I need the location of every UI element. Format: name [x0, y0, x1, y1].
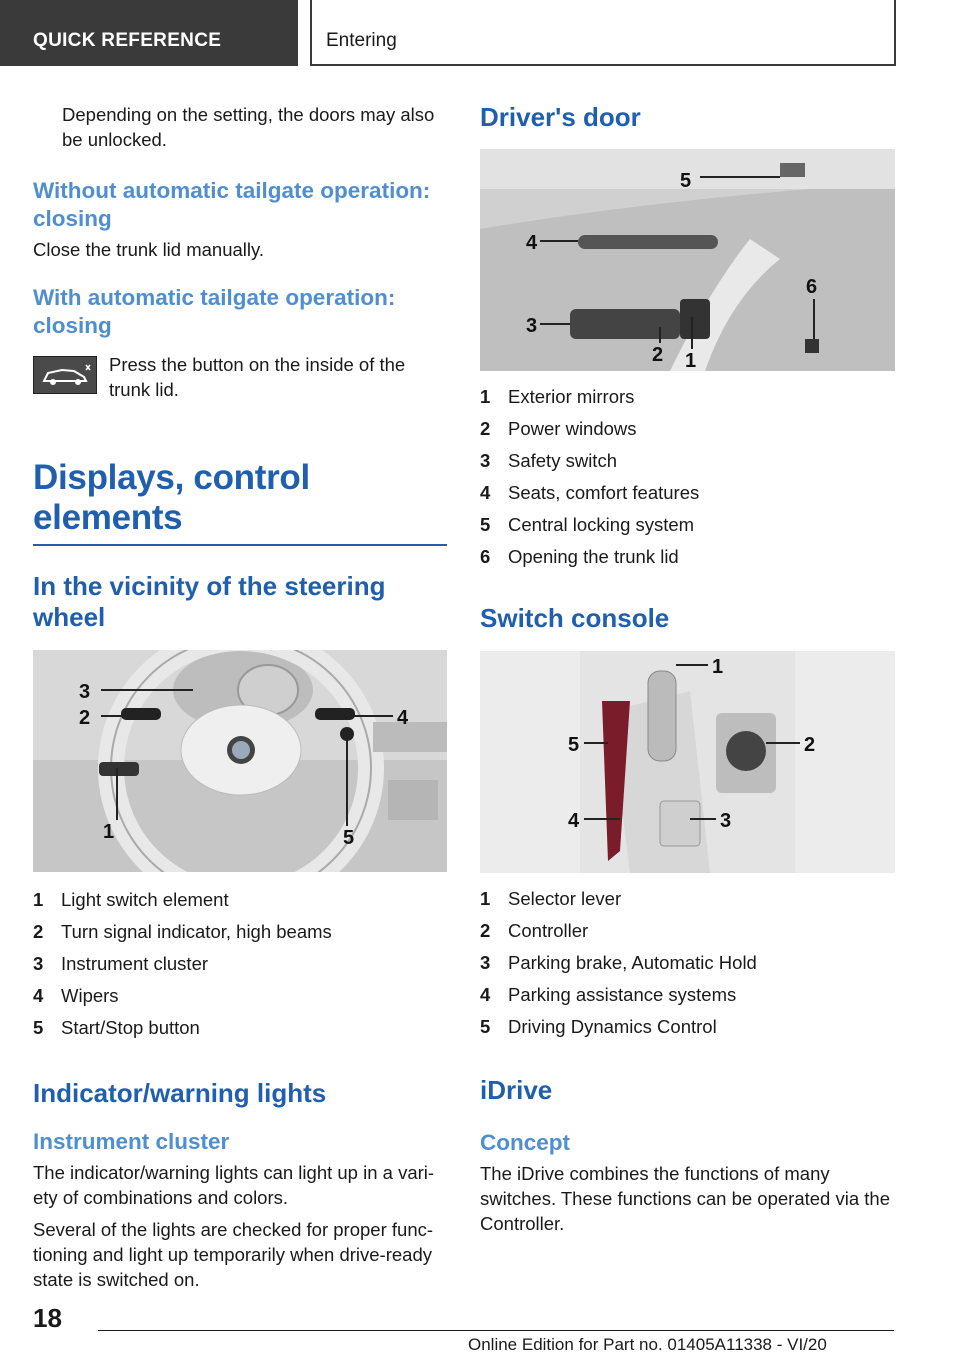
- list-item: 6 Opening the trunk lid: [480, 546, 679, 567]
- closing-auto-text: Press the button on the inside of the trunk lid.: [109, 354, 406, 400]
- list-item: 5 Driving Dynamics Control: [480, 1016, 717, 1037]
- list-item: 4 Wipers: [33, 985, 119, 1006]
- heading-steering: In the vicinity of the steering wheel: [33, 571, 386, 632]
- steering-wheel-image: [33, 650, 447, 872]
- heading-displays: Displays, control elements: [33, 458, 310, 537]
- list-item: 1 Light switch element: [33, 889, 229, 910]
- list-item: 4 Parking assistance systems: [480, 984, 737, 1005]
- console-callout: 5: [568, 734, 580, 756]
- concept-text: The iDrive combines the functions of many switches. These functions can be operated via the Controller.: [480, 1163, 890, 1234]
- steering-callout: 3: [79, 681, 91, 703]
- list-item: 2 Power windows: [480, 418, 637, 439]
- heading-concept: Concept: [480, 1130, 570, 1155]
- console-legend: [480, 883, 895, 1043]
- section-tab: [0, 0, 298, 66]
- edition-text: Online Edition for Part no. 01405A11338 - VI/20: [468, 1335, 827, 1354]
- heading-closing-manual: Without automatic tailgate operation: closing: [33, 178, 431, 231]
- steering-callout: 2: [79, 707, 91, 729]
- list-item: 4 Seats, comfort features: [480, 482, 700, 503]
- page-header: [0, 0, 960, 66]
- console-callout: 2: [804, 734, 816, 756]
- steering-callout: 4: [397, 707, 409, 729]
- car-trunk-icon: [33, 356, 97, 394]
- list-item: 3 Safety switch: [480, 450, 617, 471]
- list-item: 5 Central locking system: [480, 514, 695, 535]
- drivers-door-image: [480, 149, 895, 371]
- door-legend: [480, 381, 895, 573]
- console-callout: 1: [712, 656, 724, 678]
- instrument-text-2: Several of the lights are checked for proper func-tioning and light up temporarily when drive-ready state is switched on.: [33, 1219, 434, 1290]
- intro-text: Depending on the setting, the doors may also be unlocked.: [62, 104, 435, 150]
- console-callout: 4: [568, 810, 580, 832]
- list-item: 2 Turn signal indicator, high beams: [33, 921, 332, 942]
- switch-console-image: [480, 651, 895, 873]
- footer-rule: [98, 1330, 894, 1331]
- door-callout: 3: [526, 315, 538, 337]
- heading-drivers-door: Driver's door: [480, 102, 641, 132]
- list-item: 3 Instrument cluster: [33, 953, 209, 974]
- list-item: 1 Selector lever: [480, 888, 622, 909]
- steering-callout: 5: [343, 827, 355, 849]
- console-callout: 3: [720, 810, 732, 832]
- list-item: 2 Controller: [480, 920, 589, 941]
- right-column: [480, 102, 895, 1236]
- instrument-text-1: The indicator/warning lights can light up in a vari-ety of combinations and colors.: [33, 1162, 435, 1208]
- topic-label: Entering: [326, 30, 397, 51]
- list-item: 5 Start/Stop button: [33, 1017, 200, 1038]
- heading-switch-console: Switch console: [480, 603, 670, 633]
- heading-closing-auto: With automatic tailgate operation: closing: [33, 285, 396, 338]
- page-number: 18: [33, 1303, 62, 1333]
- heading-idrive: iDrive: [480, 1075, 553, 1105]
- heading-indicator: Indicator/warning lights: [33, 1078, 327, 1108]
- door-callout: 6: [806, 276, 818, 298]
- closing-manual-text: Close the trunk lid manually.: [33, 239, 265, 260]
- section-label: QUICK REFERENCE: [33, 30, 222, 51]
- trunk-button-row: [33, 352, 447, 402]
- steering-callout: 1: [103, 821, 115, 843]
- left-column: [33, 102, 447, 1292]
- door-callout: 1: [685, 350, 697, 371]
- door-callout: 2: [652, 344, 664, 366]
- door-callout: 5: [680, 170, 692, 192]
- list-item: 3 Parking brake, Automatic Hold: [480, 952, 757, 973]
- steering-legend: [33, 884, 447, 1044]
- list-item: 1 Exterior mirrors: [480, 386, 635, 407]
- door-callout: 4: [526, 232, 538, 254]
- heading-instrument-cluster: Instrument cluster: [33, 1129, 230, 1154]
- topic-box: [312, 0, 896, 66]
- section-rule: [33, 544, 447, 546]
